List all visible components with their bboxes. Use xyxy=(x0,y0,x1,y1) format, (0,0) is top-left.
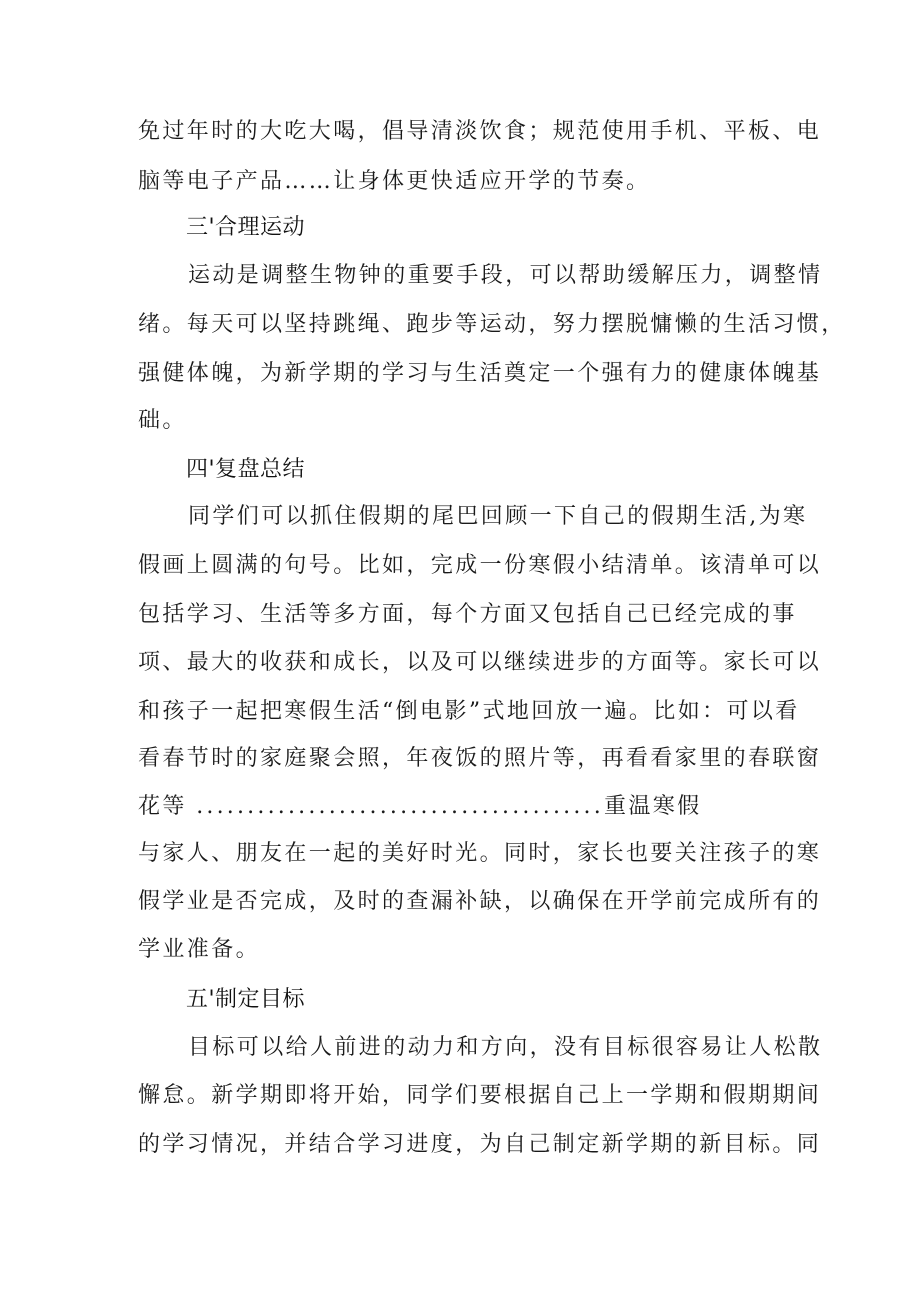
paragraph-line: 包括学习、生活等多方面，每个方面又包括自己已经完成的事 xyxy=(138,602,797,627)
paragraph-line: 运动是调整生物钟的重要手段，可以帮助缓解压力，调整情 xyxy=(188,263,823,288)
section-heading-goals: 五'制定目标 xyxy=(186,987,306,1012)
paragraph-line: 学业准备。 xyxy=(138,937,261,962)
dot-leader: ........................................ xyxy=(196,794,604,819)
paragraph-line: 和孩子一起把寒假生活“倒电影”式地回放一遍。比如：可以看 xyxy=(138,699,800,724)
dots-line-suffix: 重温寒假 xyxy=(603,794,702,819)
paragraph-line: 假画上圆满的句号。比如，完成一份寒假小结清单。该清单可以 xyxy=(138,553,822,578)
paragraph-line: 看春节时的家庭聚会照，年夜饭的照片等，再看看家里的春联窗 xyxy=(138,746,822,771)
paragraph-line: 与家人、朋友在一起的美好时光。同时，家长也要关注孩子的寒 xyxy=(138,841,822,866)
paragraph-line-dotted xyxy=(138,787,788,827)
paragraph-line: 同学们可以抓住假期的尾巴回顾一下自己的假期生活,为寒 xyxy=(188,504,808,529)
paragraph-line: 强健体魄，为新学期的学习与生活奠定一个强有力的健康体魄基 xyxy=(138,361,822,386)
paragraph-line: 项、最大的收获和成长，以及可以继续进步的方面等。家长可以 xyxy=(138,650,822,675)
paragraph-line: 目标可以给人前进的动力和方向，没有目标很容易让人松散 xyxy=(188,1035,823,1060)
paragraph-line: 绪。每天可以坚持跳绳、跑步等运动，努力摆脱慵懒的生活习惯， xyxy=(138,312,846,337)
paragraph-line: 础。 xyxy=(138,408,187,433)
paragraph-line: 假学业是否完成，及时的查漏补缺，以确保在开学前完成所有的 xyxy=(138,889,822,914)
paragraph-line: 的学习情况，并结合学习进度，为自己制定新学期的新目标。同 xyxy=(138,1132,822,1157)
paragraph-line: 免过年时的大吃大喝，倡导清淡饮食；规范使用手机、平板、电 xyxy=(138,119,822,144)
paragraph-line: 懈怠。新学期即将开始，同学们要根据自己上一学期和假期期间 xyxy=(138,1083,822,1108)
dots-line-prefix: 花等 xyxy=(138,794,187,819)
paragraph-line: 脑等电子产品……让身体更快适应开学的节奏。 xyxy=(138,169,651,194)
section-heading-review: 四'复盘总结 xyxy=(186,457,306,482)
section-heading-exercise: 三'合理运动 xyxy=(186,215,306,240)
